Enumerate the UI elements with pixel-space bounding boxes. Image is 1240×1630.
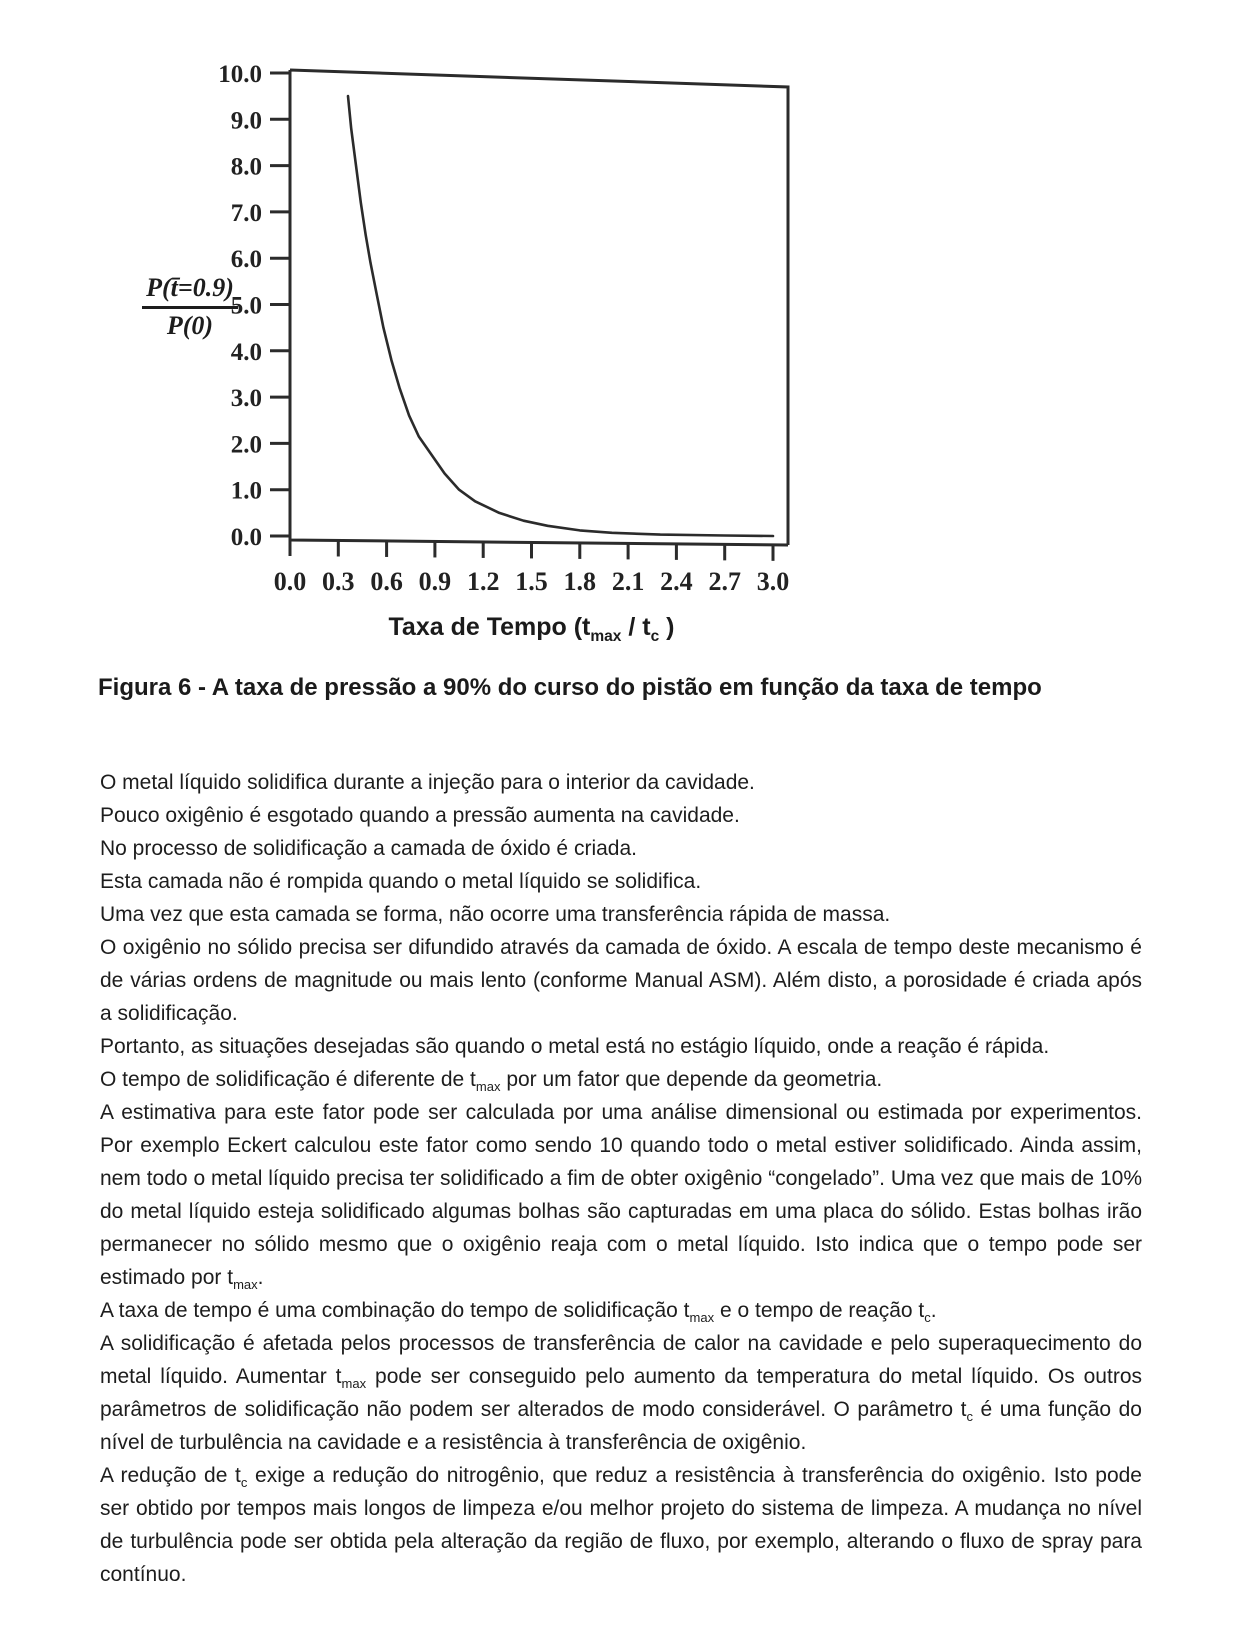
svg-text:1.0: 1.0 [230,477,262,505]
svg-text:0.0: 0.0 [273,567,307,596]
chart-plot-area [95,28,795,603]
svg-text:10.0: 10.0 [218,61,262,88]
paragraph: Uma vez que esta camada se forma, não ocorre uma transferência rápida de massa. [100,903,891,926]
paragraph: O oxigênio no sólido precisa ser difundido através da camada de óxido. A escala de tempo deste mecanismo é de várias ordens de magnitude ou mais lento (conforme Manual ASM). Além disto, a porosidade é criada após a solidificação. [100,936,1142,1025]
paragraph: Esta camada não é rompida quando o metal líquido se solidifica. [100,870,702,893]
svg-text:1.5: 1.5 [515,567,548,596]
paragraph: No processo de solidificação a camada de óxido é criada. [100,837,637,860]
svg-text:0.6: 0.6 [370,567,403,596]
y-axis-label-numerator: P(t̄=0.9) [142,274,238,309]
svg-text:2.0: 2.0 [230,431,262,459]
x-axis-label: Taxa de Tempo ($t_{max} / t_c$ ) [388,613,675,645]
svg-text:9.0: 9.0 [230,107,262,135]
svg-text:0.3: 0.3 [322,567,355,596]
svg-text:4.0: 4.0 [230,338,262,366]
svg-text:1.2: 1.2 [466,567,500,596]
svg-text:3.0: 3.0 [756,567,790,596]
svg-text:3.0: 3.0 [230,385,262,413]
svg-text:0.9: 0.9 [418,567,452,596]
paragraph: A redução de $t_c$ exige a redução do nitrogênio, que reduz a resistência à transferência do oxigênio. Isto pode ser obtido por tempos mais longos de limpeza e/ou melhor projeto do sistema de limpeza. A mudança no nível de turbulência pode ser obtida pela alteração da região de fluxo, por exemplo, alterando o fluxo de spray para contínuo. [100,1464,1142,1586]
svg-text:1.8: 1.8 [563,567,597,596]
svg-text:7.0: 7.0 [230,199,262,227]
svg-text:5.0: 5.0 [230,292,262,320]
svg-text:6.0: 6.0 [230,246,262,274]
paragraph: A taxa de tempo é uma combinação do tempo de solidificação $t_{max}$ e o tempo de reação $t_c$. [100,1299,937,1326]
svg-text:2.4: 2.4 [660,567,693,596]
paragraph: O metal líquido solidifica durante a injeção para o interior da cavidade. [100,771,755,794]
paragraph: A solidificação é afetada pelos processos de transferência de calor na cavidade e pelo superaquecimento do metal líquido. Aumentar $t_{max}$ pode ser conseguido pelo aumento da temperatura do metal líquido. Os outros parâmetros de solidificação não podem ser alterados de modo considerável. O parâmetro $t_c$ é uma função do nível de turbulência na cavidade e a resistência à transferência de oxigênio. [100,1332,1142,1454]
svg-text:8.0: 8.0 [230,153,262,181]
svg-text:2.7: 2.7 [708,567,741,596]
y-axis-label-denominator: P(0) [166,310,214,340]
paragraph: O tempo de solidificação é diferente de $t_{max}$ por um fator que depende da geometria. [100,1068,883,1095]
svg-text:2.1: 2.1 [611,567,645,596]
paragraph: Pouco oxigênio é esgotado quando a pressão aumenta na cavidade. [100,804,740,827]
paragraph: Portanto, as situações desejadas são quando o metal está no estágio líquido, onde a reação é rápida. [100,1035,1050,1058]
figure-caption: Figura 6 - A taxa de pressão a 90% do curso do pistão em função da taxa de tempo [98,674,1042,701]
figure-6-chart [95,28,795,678]
paragraph: A estimativa para este fator pode ser calculada por uma análise dimensional ou estimada por experimentos. Por exemplo Eckert calculou este fator como sendo 10 quando todo o metal estiver solidificado. Ainda assim, nem todo o metal líquido precisa ter solidificado a fim de obter oxigênio “congelado”. Uma vez que mais de 10% do metal líquido esteja solidificado algumas bolhas são capturadas em uma placa do sólido. Estas bolhas irão permanecer no sólido mesmo que o oxigênio reaja com o metal líquido. Isto indica que o tempo pode ser estimado por $t_{max}$. [100,1101,1142,1293]
body-text [100,766,1142,1591]
svg-text:0.0: 0.0 [230,524,262,551]
